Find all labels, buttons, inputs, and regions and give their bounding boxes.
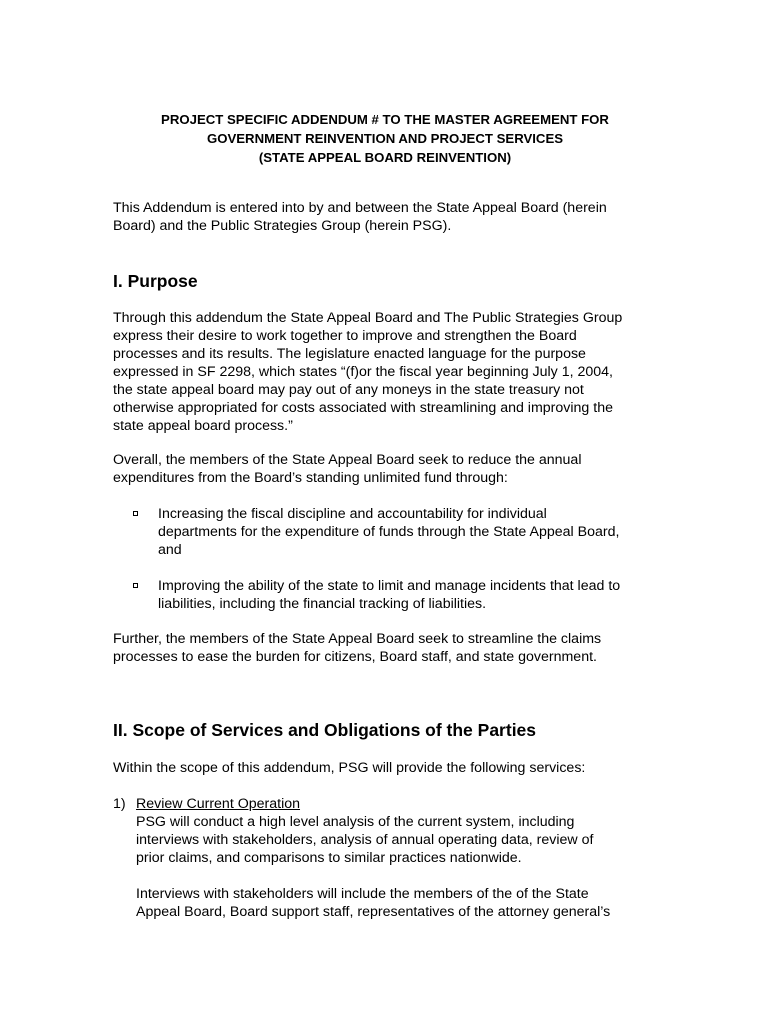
item-title: Review Current Operation <box>136 796 301 812</box>
square-bullet-icon <box>133 511 138 516</box>
section-2-heading: II. Scope of Services and Obligations of the Parties <box>113 720 537 740</box>
purpose-paragraph-3: Further, the members of the State Appeal Board seek to streamline the claims processes to ease the burden for citizens, Board staff, and state government. <box>113 631 602 665</box>
intro-paragraph: This Addendum is entered into by and between the State Appeal Board (herein Board) and the Public Strategies Group (herein PSG). <box>113 200 607 234</box>
title-line-2: GOVERNMENT REINVENTION AND PROJECT SERVICES <box>206 131 564 146</box>
document-title <box>0 110 770 167</box>
title-line-1: PROJECT SPECIFIC ADDENDUM # TO THE MASTER AGREEMENT FOR <box>161 112 609 127</box>
title-line-3: (STATE APPEAL BOARD REINVENTION) <box>258 150 512 165</box>
square-bullet-icon <box>133 583 138 588</box>
item-number: 1) <box>113 796 126 812</box>
document-page: PROJECT SPECIFIC ADDENDUM # TO THE MASTER AGREEMENT FOR GOVERNMENT REINVENTION AND PROJECT SERVICES (STATE APPEAL BOARD REINVENTION) This Addendum is entered into by and between the State Appeal Board (herein Board) and the Public Strategies Group (herein PSG). I. Purpose Through this addendum the State Appeal Board and The Public Strategies Group express their desire to work together to improve and strengthen the Board processes and its results. The legislature enacted language for the purpose expressed in SF 2298, which states “(f)or the fiscal year beginning July 1, 2004, the state appeal board may pay out of any moneys in the state treasury not otherwise appropriated for costs associated with streamlining and improving the state appeal board process.” Overall, the members of the State Appeal Board seek to reduce the annual expenditures from the Board’s standing unlimited fund through: Increasing the fiscal discipline and accountability for individual departments for the expenditure of funds through the State Appeal Board, and Improving the ability of the state to limit and manage incidents that lead to liabilities, including the financial tracking of liabilities. Further, the members of the State Appeal Board seek to streamline the claims processes to ease the burden for citizens, Board staff, and state government. II. Scope of Services and Obligations of the Parties Within the scope of this addendum, PSG will provide the following services: 1) Review Current Operation PSG will conduct a high level analysis of the current system, including interviews with stakeholders, analysis of annual operating data, review of prior claims, and comparisons to similar practices nationwide. Interviews with stakeholders will include the members of the of the State Appeal Board, Board support staff, representatives of the attorney general’s <box>0 0 770 1024</box>
scope-intro: Within the scope of this addendum, PSG will provide the following services: <box>113 760 586 776</box>
section-1-heading: I. Purpose <box>113 271 198 291</box>
purpose-paragraph-1: Through this addendum the State Appeal Board and The Public Strategies Group express their desire to work together to improve and strengthen the Board processes and its results. The legislature enacted language for the purpose expressed in SF 2298, which states “(f)or the fiscal year beginning July 1, 2004, the state appeal board may pay out of any moneys in the state treasury not otherwise appropriated for costs associated with streamlining and improving the state appeal board process.” <box>113 310 623 434</box>
purpose-paragraph-2: Overall, the members of the State Appeal Board seek to reduce the annual expenditures from the Board’s standing unlimited fund through: <box>113 452 582 486</box>
